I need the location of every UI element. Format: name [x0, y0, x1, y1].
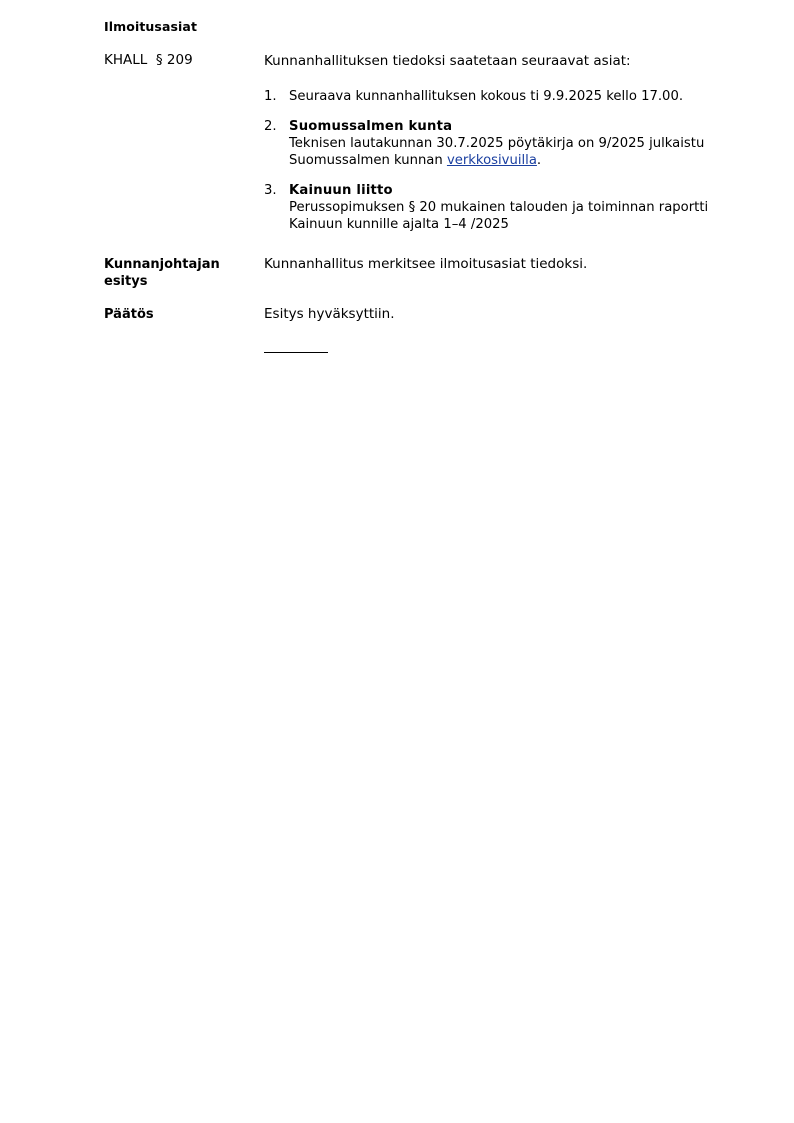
proposal-label-line1: Kunnanjohtajan: [104, 257, 220, 272]
verkkosivuilla-link[interactable]: verkkosivuilla: [446, 153, 537, 168]
list-item-number: 1.: [264, 89, 277, 104]
proposal-text: Kunnanhallitus merkitsee ilmoitusasiat tiedoksi.: [264, 256, 588, 272]
proposal-label-line2: esitys: [104, 274, 148, 289]
list-item-text-linked: [289, 152, 764, 169]
list-item: [264, 88, 764, 105]
list-item-text: Kainuun kunnille ajalta 1–4 /2025: [289, 217, 509, 232]
list-item: [264, 182, 764, 233]
notification-items-list: [264, 88, 764, 246]
list-item-text: Seuraava kunnanhallituksen kokous ti 9.9.2025 kello 17.00.: [289, 89, 684, 104]
proposal-label: [104, 256, 254, 290]
page-title: Ilmoitusasiat: [104, 19, 198, 34]
list-item: [264, 118, 764, 169]
section-divider: [264, 352, 328, 353]
list-item-number: 3.: [264, 183, 277, 198]
list-item-heading: Kainuun liitto: [289, 183, 393, 198]
decision-label: Päätös: [104, 307, 154, 322]
link-suffix-text: .: [536, 153, 542, 168]
list-item-heading: Suomussalmen kunta: [289, 119, 453, 134]
intro-text: Kunnanhallituksen tiedoksi saatetaan seuraavat asiat:: [264, 53, 631, 69]
link-prefix-text: Suomussalmen kunnan: [289, 153, 447, 168]
decision-text: Esitys hyväksyttiin.: [264, 306, 395, 322]
list-item-number: 2.: [264, 119, 277, 134]
list-item-text: Teknisen lautakunnan 30.7.2025 pöytäkirja on 9/2025 julkaistu: [289, 136, 705, 151]
case-number-label: KHALL § 209: [104, 52, 193, 68]
list-item-text: Perussopimuksen § 20 mukainen talouden ja toiminnan raportti: [289, 200, 709, 215]
